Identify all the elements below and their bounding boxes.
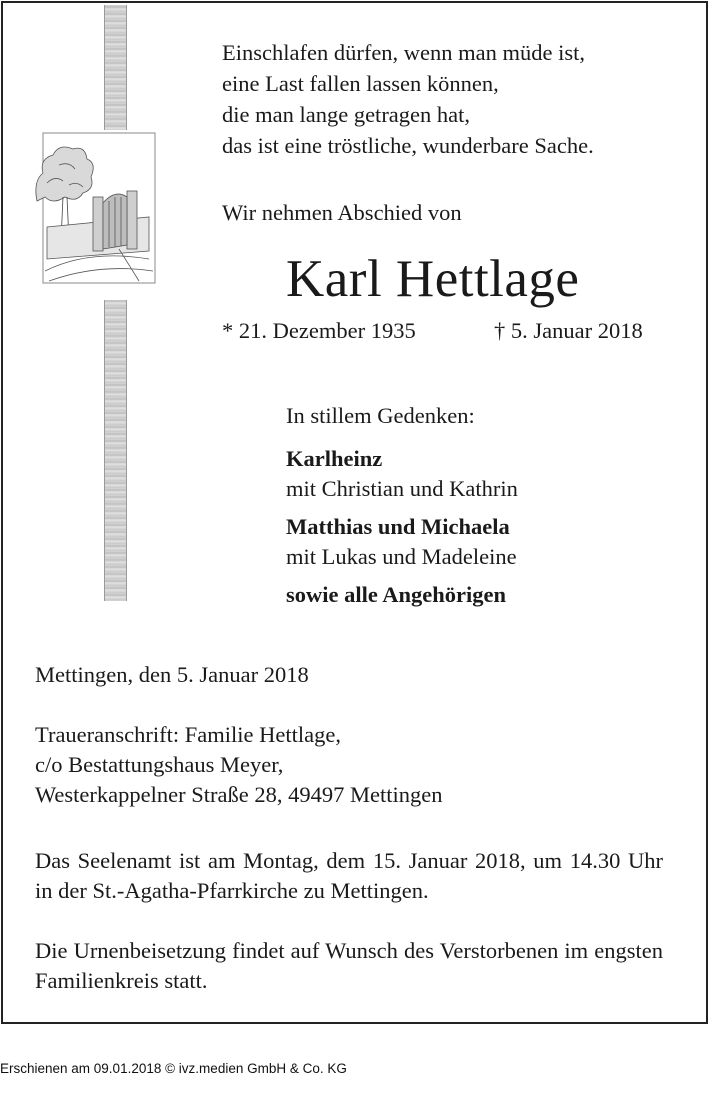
burial-notice: Die Urnenbeisetzung findet auf Wunsch des Verstorbenen im engsten Familienkreis statt. <box>35 938 663 993</box>
birth-date: * 21. Dezember 1935 <box>222 318 416 343</box>
mourners-list <box>286 403 518 610</box>
mourner-family: mit Christian und Kathrin <box>286 476 518 501</box>
address-line: Traueranschrift: Familie Hettlage, <box>35 722 341 747</box>
decorative-ribbon <box>104 5 127 601</box>
service-notice: Das Seelenamt ist am Montag, dem 15. Januar 2018, um 14.30 Uhr in der St.-Agatha-Pfarrkirche zu Mettingen. <box>35 848 663 903</box>
mourner-name: Karlheinz <box>286 446 383 471</box>
poem-line: eine Last fallen lassen können, <box>222 71 499 96</box>
poem-line: die man lange getragen hat, <box>222 102 471 127</box>
publication-footer: Erschienen am 09.01.2018 © ivz.medien GmbH & Co. KG <box>0 1061 347 1076</box>
obituary-card <box>1 1 708 1024</box>
poem-line: Einschlafen dürfen, wenn man müde ist, <box>222 40 586 65</box>
mourner-group <box>286 512 518 572</box>
farewell-text: Wir nehmen Abschied von <box>222 200 462 225</box>
mourner-family: mit Lukas und Madeleine <box>286 544 517 569</box>
poem <box>222 37 594 161</box>
mourning-address <box>35 720 442 810</box>
death-date: † 5. Januar 2018 <box>494 318 643 343</box>
poem-line: das ist eine tröstliche, wunderbare Sache. <box>222 133 594 158</box>
mourners-intro: In stillem Gedenken: <box>286 403 475 428</box>
place-date: Mettingen, den 5. Januar 2018 <box>35 662 309 687</box>
garden-gate-sketch-icon <box>29 131 163 301</box>
address-line: Westerkappelner Straße 28, 49497 Mettingen <box>35 782 443 807</box>
relatives-line: sowie alle Angehörigen <box>286 582 506 607</box>
deceased-name: Karl Hettlage <box>286 250 580 308</box>
address-line: c/o Bestattungshaus Meyer, <box>35 752 284 777</box>
mourner-name: Matthias und Michaela <box>286 514 510 539</box>
mourner-group <box>286 444 518 504</box>
